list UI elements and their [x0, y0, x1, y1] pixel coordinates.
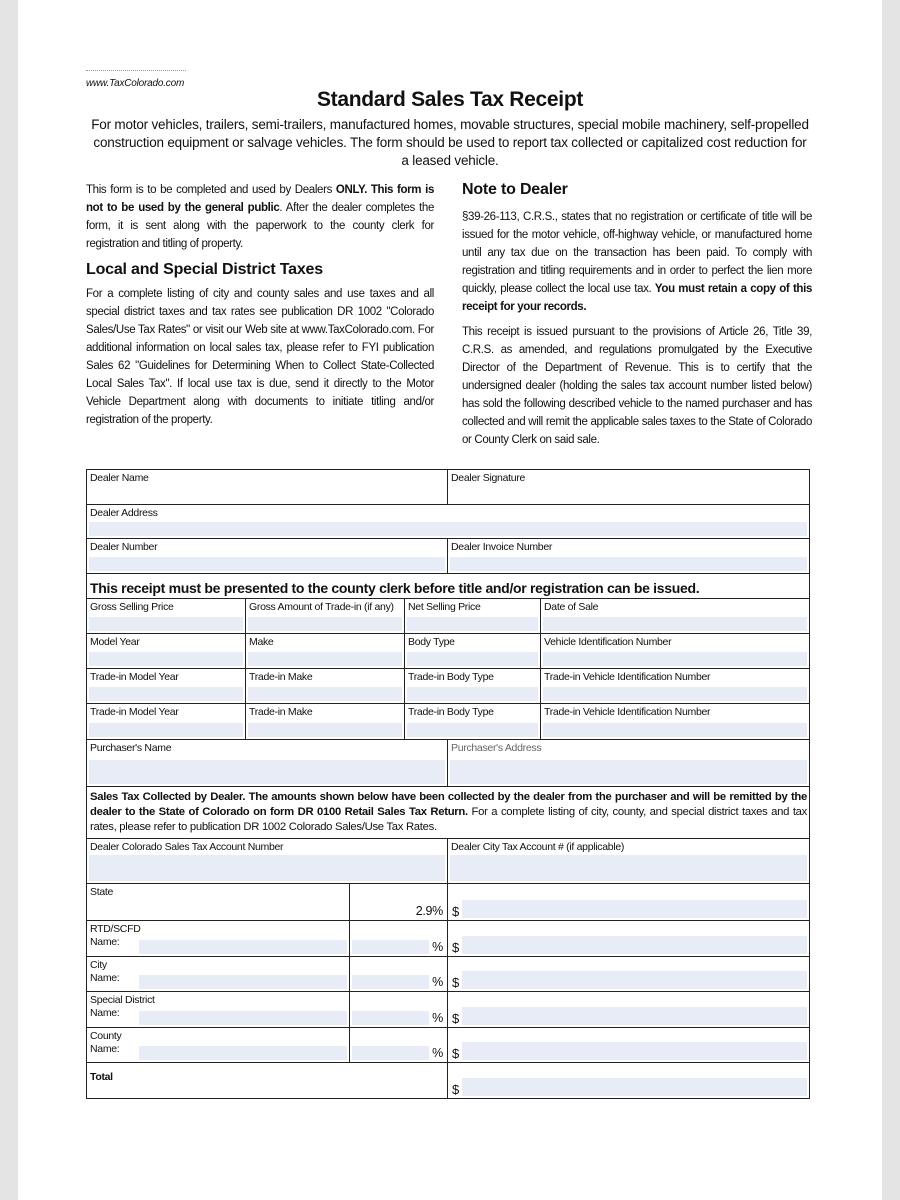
tax-label: Special District: [90, 994, 155, 1006]
form-row-prices: [87, 599, 809, 634]
dealer-address-label: Dealer Address: [90, 507, 158, 519]
trade-vin-label: Trade-in Vehicle Identification Number: [544, 706, 711, 718]
form-row-address: [87, 505, 809, 539]
tax-rate-value: %: [432, 1011, 443, 1025]
dollar-sign: $: [452, 1046, 459, 1061]
dollar-sign: $: [452, 975, 459, 990]
dollar-sign: $: [452, 904, 459, 919]
intro-text-end: . After the dealer completes the form, it is sent along with the paperwork to the county clerk for registration and titling of property.: [86, 202, 434, 250]
form-row-accounts: [87, 839, 809, 884]
input-fill: [450, 557, 807, 571]
input-fill: [248, 652, 402, 666]
trade-make-field-2[interactable]: [246, 704, 405, 739]
total-amount-field[interactable]: [448, 1063, 809, 1098]
purchaser-name-field[interactable]: [87, 740, 448, 786]
trade-body-type-label: Trade-in Body Type: [408, 706, 494, 718]
input-fill: [89, 652, 243, 666]
sales-tax-notice-bold: Sales Tax Collected by Dealer. The amounts shown below have been collected by the dealer from the purchaser and will be remitted by the dealer to the State of Colorado on form DR 0100 Retail Sales Tax Return.: [90, 791, 807, 818]
net-price-field[interactable]: [405, 599, 541, 633]
note-text: §39-26-113, C.R.S., states that no registration or certificate of title will be issued for the motor vehicle, off-highway vehicle, or manufactured home until any tax due on the transaction has been paid. To comply with registration and titling requirements and in order to perfect the lien more quickly, please collect the local use tax.: [462, 211, 812, 295]
total-label-cell: [87, 1063, 448, 1098]
tax-label: State: [90, 886, 114, 898]
dealer-name-label: Dealer Name: [90, 472, 149, 484]
intro-bold-text: ONLY. This form is not to be used by the general public: [86, 184, 434, 214]
input-fill: [89, 522, 807, 536]
tax-row-special-district: [87, 992, 809, 1028]
gross-trade-field[interactable]: [246, 599, 405, 633]
tax-rate-field[interactable]: [350, 921, 448, 956]
tax-name-cell: [87, 884, 350, 920]
form-row-purchaser: [87, 740, 809, 787]
tax-amount-field[interactable]: [448, 957, 809, 991]
input-fill: [89, 723, 243, 737]
tax-row-total: [87, 1063, 809, 1098]
input-fill: [352, 1011, 429, 1025]
tax-rate-value: %: [432, 1046, 443, 1060]
input-fill: [543, 652, 807, 666]
tax-rate-value: 2.9%: [415, 904, 443, 918]
tax-amount-field[interactable]: [448, 921, 809, 956]
trade-vin-label: Trade-in Vehicle Identification Number: [544, 671, 711, 683]
input-fill: [543, 723, 807, 737]
dealer-invoice-field[interactable]: [448, 539, 809, 573]
tax-name-label: Name:: [90, 1043, 120, 1055]
input-fill: [407, 723, 538, 737]
tax-amount-field[interactable]: [448, 884, 809, 920]
input-fill: [89, 617, 243, 631]
trade-vin-field[interactable]: [541, 669, 809, 703]
note-paragraph-2: This receipt is issued pursuant to the provisions of Article 26, Title 39, C.R.S. as amended, and regulations promulgated by the Executive Director of the Department of Revenue. This is to certify that the undersigned dealer (holding the sales tax account number listed below) has sold the following described vehicle to the named purchaser and has collected and will remit the applicable sales taxes to the State of Colorado or County Clerk on said sale.: [462, 326, 812, 446]
gross-price-field[interactable]: [87, 599, 246, 633]
model-year-field[interactable]: [87, 634, 246, 668]
tax-rate-field[interactable]: [350, 1028, 448, 1062]
tax-rate-field[interactable]: [350, 992, 448, 1027]
input-fill: [248, 723, 402, 737]
input-fill: [450, 855, 807, 881]
purchaser-address-label: Purchaser's Address: [451, 742, 542, 754]
dealer-number-field[interactable]: [87, 539, 448, 573]
tax-label: City: [90, 959, 107, 971]
purchaser-address-field[interactable]: [448, 740, 809, 786]
trade-make-label: Trade-in Make: [249, 706, 313, 718]
local-taxes-heading: Local and Special District Taxes: [86, 261, 323, 278]
input-fill: [248, 617, 402, 631]
local-taxes-paragraph: For a complete listing of city and county sales and use taxes and all special district taxes and tax rates see publication DR 1002 "Colorado Sales/Use Tax Rates" or visit our Web site at www.TaxColorado.com. For additional information on local sales tax, please refer to FYI publication Sales 62 "Guidelines for Determining When to Collect State-Collected Local Sales Tax". If local use tax is due, send it directly to the Motor Vehicle Department along with documents to initiate titling and/or registration of the property.: [86, 288, 434, 426]
clipped-header-text: [86, 70, 186, 76]
input-fill: [139, 975, 347, 989]
input-fill: [462, 971, 807, 989]
input-fill: [352, 940, 429, 954]
form-row-notice: [87, 787, 809, 839]
tax-name-label: Name:: [90, 1007, 120, 1019]
tax-label: County: [90, 1030, 122, 1042]
tax-name-label: Name:: [90, 972, 120, 984]
input-fill: [462, 1007, 807, 1025]
intro-text: This form is to be completed and used by Dealers: [86, 184, 336, 196]
gross-trade-label: Gross Amount of Trade-in (if any): [249, 601, 394, 613]
vin-field[interactable]: [541, 634, 809, 668]
tax-rate-value: %: [432, 940, 443, 954]
tax-rate-value: %: [432, 975, 443, 989]
input-fill: [407, 652, 538, 666]
receipt-form: [86, 469, 810, 1099]
tax-name-cell[interactable]: [87, 1028, 350, 1062]
gross-price-label: Gross Selling Price: [90, 601, 174, 613]
input-fill: [89, 687, 243, 701]
input-fill: [543, 617, 807, 631]
note-bold-text: You must retain a copy of this receipt for your records.: [462, 283, 812, 313]
input-fill: [139, 1046, 347, 1060]
make-label: Make: [249, 636, 274, 648]
right-column: [462, 181, 812, 449]
form-row-dealer: [87, 470, 809, 505]
trade-body-type-field-2[interactable]: [405, 704, 541, 739]
vin-label: Vehicle Identification Number: [544, 636, 672, 648]
page-title: Standard Sales Tax Receipt: [316, 88, 584, 111]
dealer-signature-field[interactable]: [448, 470, 809, 504]
trade-make-field[interactable]: [246, 669, 405, 703]
trade-model-year-field-2[interactable]: [87, 704, 246, 739]
city-account-label: Dealer City Tax Account # (if applicable): [451, 841, 625, 853]
tax-rate-field[interactable]: [350, 957, 448, 991]
sales-tax-notice-text: For a complete listing of city, county, and special district taxes and tax rates, please refer to publication DR 1002 Colorado Sales/Use Tax Rates.: [90, 806, 807, 833]
tax-rate-field[interactable]: [350, 884, 448, 920]
make-field[interactable]: [246, 634, 405, 668]
input-fill: [89, 760, 445, 784]
input-fill: [543, 687, 807, 701]
dealer-number-label: Dealer Number: [90, 541, 158, 553]
tax-row-state: [87, 884, 809, 921]
input-fill: [462, 936, 807, 954]
input-fill: [407, 617, 538, 631]
tax-name-cell[interactable]: [87, 957, 350, 991]
form-row-trade-in-2: [87, 704, 809, 740]
colorado-account-label: Dealer Colorado Sales Tax Account Number: [90, 841, 284, 853]
input-fill: [139, 940, 347, 954]
form-row-banner: [87, 574, 809, 599]
tax-name-cell[interactable]: [87, 921, 350, 956]
body-type-label: Body Type: [408, 636, 455, 648]
dollar-sign: $: [452, 1011, 459, 1026]
tax-name-label: Name:: [90, 936, 120, 948]
input-fill: [462, 900, 807, 918]
form-row-trade-in-1: [87, 669, 809, 704]
date-of-sale-field[interactable]: [541, 599, 809, 633]
input-fill: [89, 557, 445, 571]
tax-row-county: [87, 1028, 809, 1063]
tax-row-rtd: [87, 921, 809, 957]
presentation-notice: This receipt must be presented to the county clerk before title and/or registration can be issued.: [90, 580, 700, 596]
input-fill: [248, 687, 402, 701]
tax-row-city: [87, 957, 809, 992]
note-to-dealer-heading: Note to Dealer: [462, 181, 568, 198]
tax-amount-field[interactable]: [448, 1028, 809, 1062]
trade-model-year-label: Trade-in Model Year: [90, 706, 179, 718]
trade-model-year-field[interactable]: [87, 669, 246, 703]
trade-body-type-field[interactable]: [405, 669, 541, 703]
trade-make-label: Trade-in Make: [249, 671, 313, 683]
form-row-dealer-number: [87, 539, 809, 574]
input-fill: [139, 1011, 347, 1025]
form-row-vehicle: [87, 634, 809, 669]
colorado-account-field[interactable]: [87, 839, 448, 883]
input-fill: [407, 687, 538, 701]
page-subtitle: For motor vehicles, trailers, semi-trailers, manufactured homes, movable structures, special mobile machinery, self-propelled construction equipment or salvage vehicles. The form should be used to report tax collected or capitalized cost reduction for a leased vehicle.: [91, 117, 809, 168]
input-fill: [450, 760, 807, 784]
dollar-sign: $: [452, 940, 459, 955]
website-url: www.TaxColorado.com: [86, 78, 185, 89]
input-fill: [352, 1046, 429, 1060]
net-price-label: Net Selling Price: [408, 601, 481, 613]
tax-amount-field[interactable]: [448, 992, 809, 1027]
input-fill: [352, 975, 429, 989]
input-fill: [462, 1042, 807, 1060]
note-paragraph-1: [462, 208, 812, 316]
dealer-invoice-label: Dealer Invoice Number: [451, 541, 553, 553]
intro-paragraph: [86, 181, 434, 253]
total-label: Total: [90, 1071, 113, 1083]
trade-vin-field-2[interactable]: [541, 704, 809, 739]
input-fill: [462, 1078, 807, 1096]
dealer-signature-label: Dealer Signature: [451, 472, 525, 484]
body-type-field[interactable]: [405, 634, 541, 668]
dealer-address-field[interactable]: [87, 505, 809, 538]
trade-model-year-label: Trade-in Model Year: [90, 671, 179, 683]
tax-name-cell[interactable]: [87, 992, 350, 1027]
city-account-field[interactable]: [448, 839, 809, 883]
trade-body-type-label: Trade-in Body Type: [408, 671, 494, 683]
model-year-label: Model Year: [90, 636, 140, 648]
sales-tax-notice: [87, 787, 809, 838]
left-column: [86, 181, 434, 429]
tax-label: RTD/SCFD: [90, 923, 141, 935]
purchaser-name-label: Purchaser's Name: [90, 742, 172, 754]
dollar-sign: $: [452, 1082, 459, 1097]
dealer-name-field[interactable]: [87, 470, 448, 504]
date-of-sale-label: Date of Sale: [544, 601, 599, 613]
input-fill: [89, 855, 445, 881]
